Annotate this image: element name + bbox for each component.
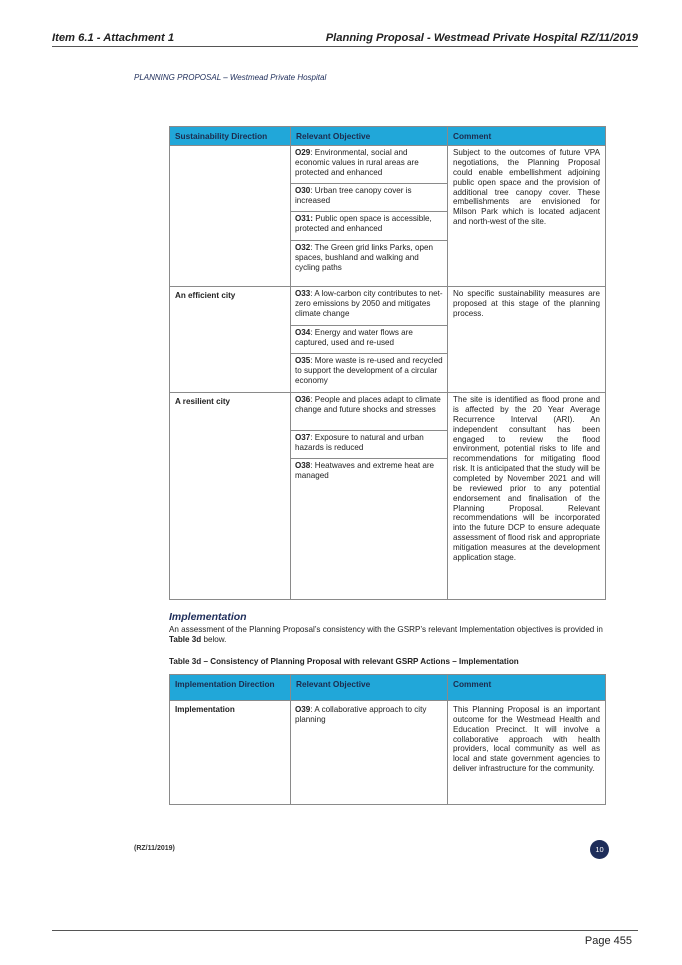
objective-item	[291, 184, 447, 212]
objective-text: : Urban tree canopy cover is increased	[295, 186, 412, 205]
objective-item	[291, 326, 447, 354]
sustainability-table	[169, 126, 606, 600]
objective-text: : People and places adapt to climate change and future shocks and stresses	[295, 395, 441, 414]
objective-code: O37	[295, 433, 311, 443]
table-row	[170, 701, 606, 805]
col-header: Relevant Objective	[291, 675, 448, 701]
objective-item	[291, 146, 447, 184]
header-title: Planning Proposal - Westmead Private Hospital RZ/11/2019	[325, 32, 638, 44]
col-header: Comment	[448, 127, 606, 146]
objective-text: : A low-carbon city contributes to net-zero emissions by 2050 and mitigates climate change	[295, 289, 443, 318]
objective-code: O36	[295, 395, 311, 405]
table-caption: Table 3d – Consistency of Planning Proposal with relevant GSRP Actions – Implementation	[169, 657, 519, 666]
objective-text: : Energy and water flows are captured, used and re-used	[295, 328, 413, 347]
direction-cell: Implementation	[170, 701, 291, 805]
objective-item	[291, 287, 447, 326]
objective-item	[291, 241, 447, 276]
objective-text: Public open space is accessible, protected and enhanced	[295, 214, 432, 233]
comment-cell: This Planning Proposal is an important outcome for the Westmead Health and Education Precinct. It will involve a collaborative approach with health providers, local community as well as local and state government agencies to deliver infrastructure for the community.	[448, 701, 606, 805]
objective-text: : Heatwaves and extreme heat are managed	[295, 461, 435, 480]
page-header	[52, 32, 638, 47]
objectives-cell	[291, 393, 448, 600]
objectives-cell	[291, 287, 448, 393]
page-number: Page 455	[584, 935, 632, 947]
objective-item	[291, 459, 447, 484]
objective-code: O30	[295, 186, 311, 196]
objective-text: : The Green grid links Parks, open spaces, bushland and walking and cycling paths	[295, 243, 433, 272]
objective-code: O32	[295, 243, 311, 253]
direction-cell	[170, 146, 291, 287]
objective-code: O29	[295, 148, 311, 158]
table-row	[170, 146, 606, 287]
table-header-row	[170, 127, 606, 146]
col-header: Sustainability Direction	[170, 127, 291, 146]
paragraph-text-end: below.	[201, 635, 227, 645]
objective-text: : More waste is re-used and recycled to support the development of a circular economy	[295, 356, 443, 385]
objective-code: O34	[295, 328, 311, 338]
col-header: Implementation Direction	[170, 675, 291, 701]
document-page-badge: 10	[590, 840, 609, 859]
objective-code: O38	[295, 461, 311, 471]
objective-item	[291, 393, 447, 431]
objective-text: : Exposure to natural and urban hazards is reduced	[295, 433, 424, 452]
section-heading: Implementation	[169, 611, 247, 623]
objective-code: O31:	[295, 214, 313, 224]
objectives-cell	[291, 701, 448, 805]
table-row	[170, 287, 606, 393]
table-row	[170, 393, 606, 600]
comment-cell: No specific sustainability measures are proposed at this stage of the planning process.	[448, 287, 606, 393]
direction-cell: An efficient city	[170, 287, 291, 393]
objective-text: : A collaborative approach to city planning	[295, 705, 427, 724]
document-subheader: PLANNING PROPOSAL – Westmead Private Hospital	[134, 73, 327, 82]
document-code: (RZ/11/2019)	[134, 845, 175, 852]
objective-code: O35	[295, 356, 311, 366]
section-paragraph	[169, 625, 605, 645]
col-header: Comment	[448, 675, 606, 701]
objective-item	[291, 354, 447, 389]
objective-code: O39	[295, 705, 311, 714]
direction-cell: A resilient city	[170, 393, 291, 600]
objective-text: : Environmental, social and economic values in rural areas are protected and enhanced	[295, 148, 419, 177]
paragraph-text: An assessment of the Planning Proposal’s consistency with the GSRP’s relevant Implementation objectives is provided in	[169, 625, 603, 634]
objective-item	[291, 701, 447, 728]
objective-item	[291, 431, 447, 459]
objective-code: O33	[295, 289, 311, 299]
objectives-cell	[291, 146, 448, 287]
table-reference: Table 3d	[169, 635, 202, 645]
comment-cell: The site is identified as flood prone and is affected by the 20 Year Average Recurrence Interval (ARI). An independent consultant has been engaged to review the flood environment, potential risks to life and recommendations for mitigating flood risk. It is anticipated that the study will be completed by November 2021 and will be reviewed prior to any potential endorsement and finalisation of the Planning Proposal. Relevant recommendations will be incorporated into the future DCP to ensure adequate assessment of flood risk and appropriate mitigation measures at the development application stage.	[448, 393, 606, 600]
table-header-row	[170, 675, 606, 701]
col-header: Relevant Objective	[291, 127, 448, 146]
header-attachment: Item 6.1 - Attachment 1	[52, 32, 175, 44]
implementation-table	[169, 674, 606, 805]
objective-item	[291, 212, 447, 241]
comment-cell: Subject to the outcomes of future VPA negotiations, the Planning Proposal could enable embellishment adjoining public open space and the provision of additional tree canopy cover. These embellishments are envisioned for Milson Park which is located adjacent and north-west of the site.	[448, 146, 606, 287]
footer-divider	[52, 930, 638, 931]
